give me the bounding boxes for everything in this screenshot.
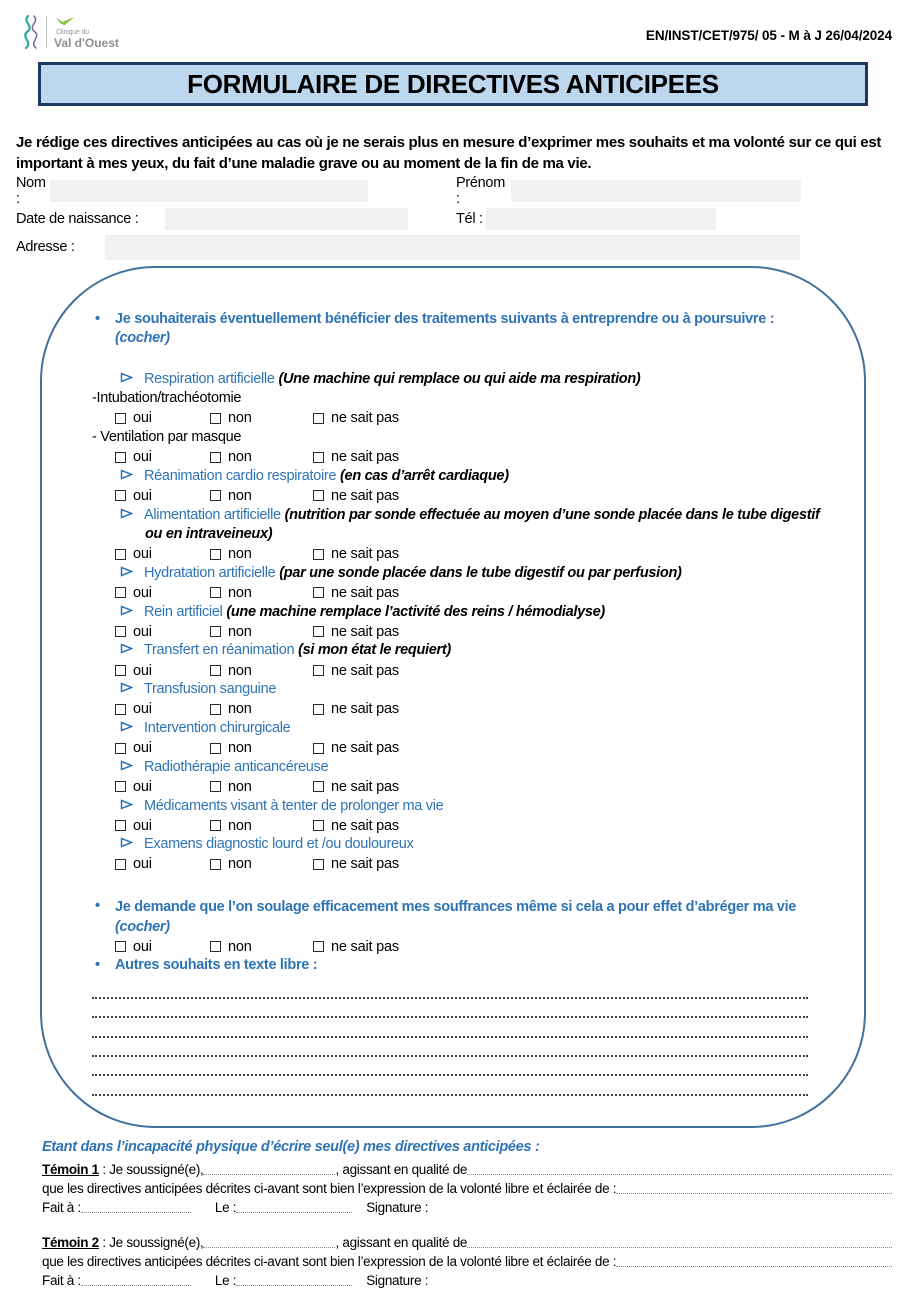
checkbox-label: ne sait pas	[331, 623, 399, 640]
checkbox-oui[interactable]	[115, 488, 210, 504]
checkbox-label: ne sait pas	[331, 546, 399, 563]
le-field[interactable]	[236, 1209, 352, 1213]
checkbox-icon[interactable]	[115, 587, 126, 598]
checkbox-row	[115, 409, 824, 428]
free-text-line	[92, 1076, 808, 1095]
checkbox-oui[interactable]	[115, 449, 210, 465]
prenom-label: Prénom :	[456, 175, 505, 207]
treatment-note: (en cas d’arrêt cardiaque)	[340, 467, 509, 484]
treatment-item-medicaments	[120, 797, 824, 816]
naissance-label: Date de naissance :	[16, 211, 139, 227]
form-title: FORMULAIRE DE DIRECTIVES ANTICIPEES	[38, 62, 868, 106]
arrow-bullet-icon	[120, 643, 133, 654]
logo-text-top: Clinique du	[56, 28, 89, 36]
treatment-label: Alimentation artificielle	[144, 506, 281, 523]
treatment-item-reanimation-cardio	[120, 467, 824, 486]
arrow-bullet-icon	[120, 605, 133, 616]
free-text-line	[92, 1038, 808, 1057]
treatment-item-alimentation	[120, 506, 824, 545]
treatment-label: Rein artificiel	[144, 603, 223, 620]
checkbox-label: ne sait pas	[331, 410, 399, 427]
treatment-label: Réanimation cardio respiratoire	[144, 467, 337, 484]
witness-intro: Etant dans l’incapacité physique d’écrire seul(e) mes directives anticipées :	[42, 1139, 540, 1155]
arrow-bullet-icon	[120, 566, 133, 577]
checkbox-label: oui	[133, 856, 152, 873]
treatment-note: (par une sonde placée dans le tube digestif ou par perfusion)	[279, 564, 682, 581]
checkbox-nesaitpas[interactable]	[313, 856, 399, 872]
fait-a-field[interactable]	[81, 1282, 191, 1286]
checkbox-icon[interactable]	[210, 626, 221, 637]
treatment-item-transfusion	[120, 680, 824, 699]
checkbox-label: ne sait pas	[331, 740, 399, 757]
soussigne-text: : Je soussigné(e),	[102, 1235, 204, 1250]
free-text-line	[92, 1018, 808, 1037]
checkbox-label: oui	[133, 449, 152, 466]
checkbox-icon[interactable]	[313, 781, 324, 792]
checkbox-icon[interactable]	[313, 859, 324, 870]
arrow-bullet-icon	[120, 372, 133, 383]
relief-heading-text: Je demande que l’on soulage efficacement mes souffrances même si cela a pour effet d’abréger ma vie	[115, 899, 797, 916]
witness-1-line-2	[42, 1179, 892, 1198]
checkbox-label: non	[228, 856, 252, 873]
treatment-label: Transfusion sanguine	[144, 681, 277, 698]
checkbox-nesaitpas[interactable]	[313, 779, 399, 795]
checkbox-icon[interactable]	[210, 743, 221, 754]
checkbox-label: oui	[133, 546, 152, 563]
checkbox-label: oui	[133, 938, 152, 955]
checkbox-label: oui	[133, 778, 152, 795]
checkbox-icon[interactable]	[313, 941, 324, 952]
checkbox-icon[interactable]	[313, 743, 324, 754]
checkbox-non[interactable]	[210, 449, 313, 465]
checkbox-non[interactable]	[210, 546, 313, 562]
checkbox-icon[interactable]	[115, 665, 126, 676]
checkbox-label: ne sait pas	[331, 938, 399, 955]
prenom-input[interactable]	[511, 180, 801, 202]
checkbox-label: oui	[133, 662, 152, 679]
checkbox-label: oui	[133, 410, 152, 427]
free-text-line	[92, 1057, 808, 1076]
checkbox-label: ne sait pas	[331, 856, 399, 873]
checkbox-oui[interactable]	[115, 585, 210, 601]
treatment-label: Respiration artificielle	[144, 370, 275, 387]
checkbox-icon[interactable]	[210, 413, 221, 424]
treatment-note: (Une machine qui remplace ou qui aide ma respiration)	[278, 370, 641, 387]
checkbox-row	[115, 447, 824, 466]
fait-a-field[interactable]	[81, 1209, 191, 1213]
adresse-input[interactable]	[105, 235, 800, 260]
witness-1-line-1	[42, 1160, 892, 1179]
witness-section	[42, 1139, 892, 1290]
checkbox-icon[interactable]	[115, 941, 126, 952]
checkbox-non[interactable]	[210, 585, 313, 601]
attestation-text: que les directives anticipées décrites ci-avant sont bien l’expression de la volonté libre et éclairée de :	[42, 1254, 617, 1269]
checkbox-icon[interactable]	[313, 820, 324, 831]
checkbox-icon[interactable]	[210, 941, 221, 952]
checkbox-icon[interactable]	[115, 490, 126, 501]
checkbox-label: non	[228, 410, 252, 427]
checkbox-icon[interactable]	[313, 665, 324, 676]
treatments-heading	[95, 310, 824, 349]
tel-input[interactable]	[486, 208, 716, 230]
checkbox-row	[115, 622, 824, 641]
checkbox-nesaitpas[interactable]	[313, 546, 399, 562]
treatment-label: Médicaments visant à tenter de prolonger ma vie	[144, 797, 444, 814]
checkbox-icon[interactable]	[115, 781, 126, 792]
checkbox-icon[interactable]	[313, 549, 324, 560]
checkbox-oui[interactable]	[115, 624, 210, 640]
checkbox-nesaitpas[interactable]	[313, 624, 399, 640]
witness-2-line-1	[42, 1233, 892, 1252]
le-label: Le :	[214, 1200, 237, 1215]
checkbox-icon[interactable]	[210, 704, 221, 715]
witness-attested-name-field[interactable]	[616, 1263, 892, 1267]
treatment-item-respiration	[120, 370, 824, 389]
checkbox-icon[interactable]	[210, 549, 221, 560]
checkbox-nesaitpas[interactable]	[313, 488, 399, 504]
checkbox-nesaitpas[interactable]	[313, 449, 399, 465]
checkbox-icon[interactable]	[115, 859, 126, 870]
witness-attested-name-field[interactable]	[616, 1190, 892, 1194]
checkbox-label: ne sait pas	[331, 487, 399, 504]
checkbox-icon[interactable]	[210, 665, 221, 676]
logo-leaf-icon	[54, 16, 76, 27]
checkbox-label: oui	[133, 740, 152, 757]
treatment-item-radiotherapie	[120, 758, 824, 777]
checkbox-icon[interactable]	[115, 743, 126, 754]
checkbox-non[interactable]	[210, 624, 313, 640]
treatment-label: Transfert en réanimation	[144, 642, 295, 659]
treatment-note: (une machine remplace l’activité des reins / hémodialyse)	[226, 603, 605, 620]
checkbox-label: non	[228, 584, 252, 601]
checkbox-label: oui	[133, 584, 152, 601]
checkbox-row	[115, 816, 824, 835]
arrow-bullet-icon	[120, 469, 133, 480]
checkbox-non[interactable]	[210, 856, 313, 872]
checkbox-non[interactable]	[210, 410, 313, 426]
checkbox-nesaitpas[interactable]	[313, 740, 399, 756]
intro-paragraph: Je rédige ces directives anticipées au cas où je ne serais plus en mesure d’exprimer mes souhaits et ma volonté sur ce qui est important à mes yeux, du fait d’une maladie grave ou au moment de la fin de ma vie.	[16, 134, 882, 172]
checkbox-label: ne sait pas	[331, 662, 399, 679]
checkbox-icon[interactable]	[210, 452, 221, 463]
checkbox-oui[interactable]	[115, 701, 210, 717]
checkbox-oui[interactable]	[115, 939, 210, 955]
checkbox-icon[interactable]	[210, 820, 221, 831]
naissance-input[interactable]	[165, 208, 408, 230]
checkbox-label: non	[228, 701, 252, 718]
bullet-icon: •	[95, 898, 100, 915]
checkbox-non[interactable]	[210, 663, 313, 679]
checkbox-label: ne sait pas	[331, 449, 399, 466]
checkbox-non[interactable]	[210, 779, 313, 795]
checkbox-icon[interactable]	[313, 626, 324, 637]
treatment-item-intervention	[120, 719, 824, 738]
checkbox-label: non	[228, 662, 252, 679]
checkbox-label: ne sait pas	[331, 817, 399, 834]
treatment-note: (nutrition par sonde effectuée au moyen d’une sonde placée dans le tube digestif ou en intraveineux)	[145, 506, 820, 543]
treatments-heading-note: (cocher)	[115, 330, 170, 347]
directives-panel	[40, 266, 866, 1128]
attestation-text: que les directives anticipées décrites ci-avant sont bien l’expression de la volonté libre et éclairée de :	[42, 1181, 617, 1196]
free-text-line	[92, 980, 808, 999]
logo-mark-icon	[16, 13, 42, 51]
checkbox-non[interactable]	[210, 701, 313, 717]
witness-name-field[interactable]	[203, 1171, 335, 1175]
checkbox-icon[interactable]	[115, 413, 126, 424]
treatment-item-rein	[120, 603, 824, 622]
checkbox-icon[interactable]	[115, 704, 126, 715]
arrow-bullet-icon	[120, 799, 133, 810]
adresse-label: Adresse :	[16, 239, 75, 255]
checkbox-label: non	[228, 487, 252, 504]
checkbox-oui[interactable]	[115, 779, 210, 795]
witness-quality-field[interactable]	[467, 1171, 892, 1175]
checkbox-icon[interactable]	[313, 413, 324, 424]
checkbox-non[interactable]	[210, 818, 313, 834]
checkbox-oui[interactable]	[115, 410, 210, 426]
checkbox-label: non	[228, 740, 252, 757]
arrow-bullet-icon	[120, 682, 133, 693]
le-label: Le :	[214, 1273, 237, 1288]
treatment-label: Examens diagnostic lourd et /ou douloureux	[144, 836, 414, 853]
checkbox-nesaitpas[interactable]	[313, 939, 399, 955]
witness-2-line-2	[42, 1252, 892, 1271]
checkbox-row	[115, 855, 824, 874]
treatment-label: Hydratation artificielle	[144, 564, 276, 581]
checkbox-row	[115, 486, 824, 505]
sub-item-intubation: -Intubation/trachéotomie	[92, 390, 242, 407]
checkbox-row	[115, 700, 824, 719]
checkbox-non[interactable]	[210, 740, 313, 756]
checkbox-icon[interactable]	[210, 490, 221, 501]
checkbox-non[interactable]	[210, 488, 313, 504]
checkbox-non[interactable]	[210, 939, 313, 955]
treatment-item-transfert	[120, 641, 824, 660]
qualite-text: , agissant en qualité de	[335, 1162, 468, 1177]
nom-input[interactable]	[50, 180, 368, 202]
le-field[interactable]	[236, 1282, 352, 1286]
checkbox-nesaitpas[interactable]	[313, 585, 399, 601]
checkbox-label: non	[228, 938, 252, 955]
checkbox-label: non	[228, 817, 252, 834]
treatment-label: Intervention chirurgicale	[144, 720, 291, 736]
checkbox-nesaitpas[interactable]	[313, 410, 399, 426]
fait-a-label: Fait à :	[42, 1200, 81, 1215]
logo-divider	[46, 16, 47, 48]
checkbox-oui[interactable]	[115, 818, 210, 834]
qualite-text: , agissant en qualité de	[335, 1235, 468, 1250]
checkbox-row	[115, 937, 824, 956]
checkbox-icon[interactable]	[313, 490, 324, 501]
witness-1-line-3	[42, 1198, 892, 1217]
document-reference: EN/INST/CET/975/ 05 - M à J 26/04/2024	[645, 28, 892, 43]
checkbox-label: non	[228, 546, 252, 563]
checkbox-oui[interactable]	[115, 663, 210, 679]
relief-heading-note: (cocher)	[115, 918, 170, 935]
treatment-note: (si mon état le requiert)	[298, 642, 451, 659]
treatment-label: Radiothérapie anticancéreuse	[144, 758, 329, 775]
checkbox-oui[interactable]	[115, 856, 210, 872]
signature-label: Signature :	[366, 1200, 429, 1215]
identity-section	[16, 177, 890, 261]
logo-text-bottom: Val d'Ouest	[54, 35, 119, 50]
checkbox-label: ne sait pas	[331, 778, 399, 795]
checkbox-row	[115, 583, 824, 602]
signature-label: Signature :	[366, 1273, 429, 1288]
checkbox-icon[interactable]	[115, 820, 126, 831]
checkbox-label: oui	[133, 817, 152, 834]
nom-label: Nom :	[16, 175, 46, 207]
checkbox-icon[interactable]	[210, 781, 221, 792]
treatments-heading-text: Je souhaiterais éventuellement bénéficier des traitements suivants à entreprendre ou à poursuivre :	[115, 311, 775, 327]
bullet-icon: •	[95, 311, 100, 327]
checkbox-label: oui	[133, 487, 152, 504]
checkbox-row	[115, 544, 824, 563]
checkbox-label: non	[228, 449, 252, 466]
witness-2-line-3	[42, 1271, 892, 1290]
checkbox-icon[interactable]	[115, 549, 126, 560]
arrow-bullet-icon	[120, 837, 133, 848]
fait-a-label: Fait à :	[42, 1273, 81, 1288]
witness-quality-field[interactable]	[467, 1244, 892, 1248]
checkbox-label: non	[228, 623, 252, 640]
page-header	[0, 0, 906, 52]
checkbox-icon[interactable]	[115, 626, 126, 637]
relief-heading	[95, 898, 824, 937]
checkbox-icon[interactable]	[313, 452, 324, 463]
checkbox-row	[115, 777, 824, 796]
witness-1-label: Témoin 1	[42, 1162, 99, 1177]
free-text-line	[92, 999, 808, 1018]
checkbox-row	[115, 738, 824, 757]
checkbox-label: non	[228, 778, 252, 795]
arrow-bullet-icon	[120, 760, 133, 771]
free-text-heading-text: Autres souhaits en texte libre :	[115, 957, 318, 974]
tel-label: Tél :	[456, 211, 483, 227]
checkbox-icon[interactable]	[313, 587, 324, 598]
sub-item-ventilation: - Ventilation par masque	[92, 429, 242, 446]
checkbox-label: ne sait pas	[331, 584, 399, 601]
checkbox-icon[interactable]	[210, 587, 221, 598]
checkbox-icon[interactable]	[210, 859, 221, 870]
checkbox-label: oui	[133, 701, 152, 718]
checkbox-nesaitpas[interactable]	[313, 818, 399, 834]
witness-name-field[interactable]	[203, 1244, 335, 1248]
checkbox-label: ne sait pas	[331, 701, 399, 718]
checkbox-oui[interactable]	[115, 546, 210, 562]
checkbox-label: oui	[133, 623, 152, 640]
checkbox-icon[interactable]	[313, 704, 324, 715]
checkbox-nesaitpas[interactable]	[313, 663, 399, 679]
clinic-logo	[16, 12, 119, 52]
checkbox-oui[interactable]	[115, 740, 210, 756]
arrow-bullet-icon	[120, 721, 133, 732]
witness-2-label: Témoin 2	[42, 1235, 99, 1250]
checkbox-row	[115, 661, 824, 680]
arrow-bullet-icon	[120, 508, 133, 519]
free-text-heading	[95, 956, 824, 975]
checkbox-icon[interactable]	[115, 452, 126, 463]
treatment-item-examens	[120, 835, 824, 854]
checkbox-nesaitpas[interactable]	[313, 701, 399, 717]
bullet-icon: •	[95, 957, 100, 974]
treatment-item-hydratation	[120, 564, 824, 583]
soussigne-text: : Je soussigné(e),	[102, 1162, 204, 1177]
